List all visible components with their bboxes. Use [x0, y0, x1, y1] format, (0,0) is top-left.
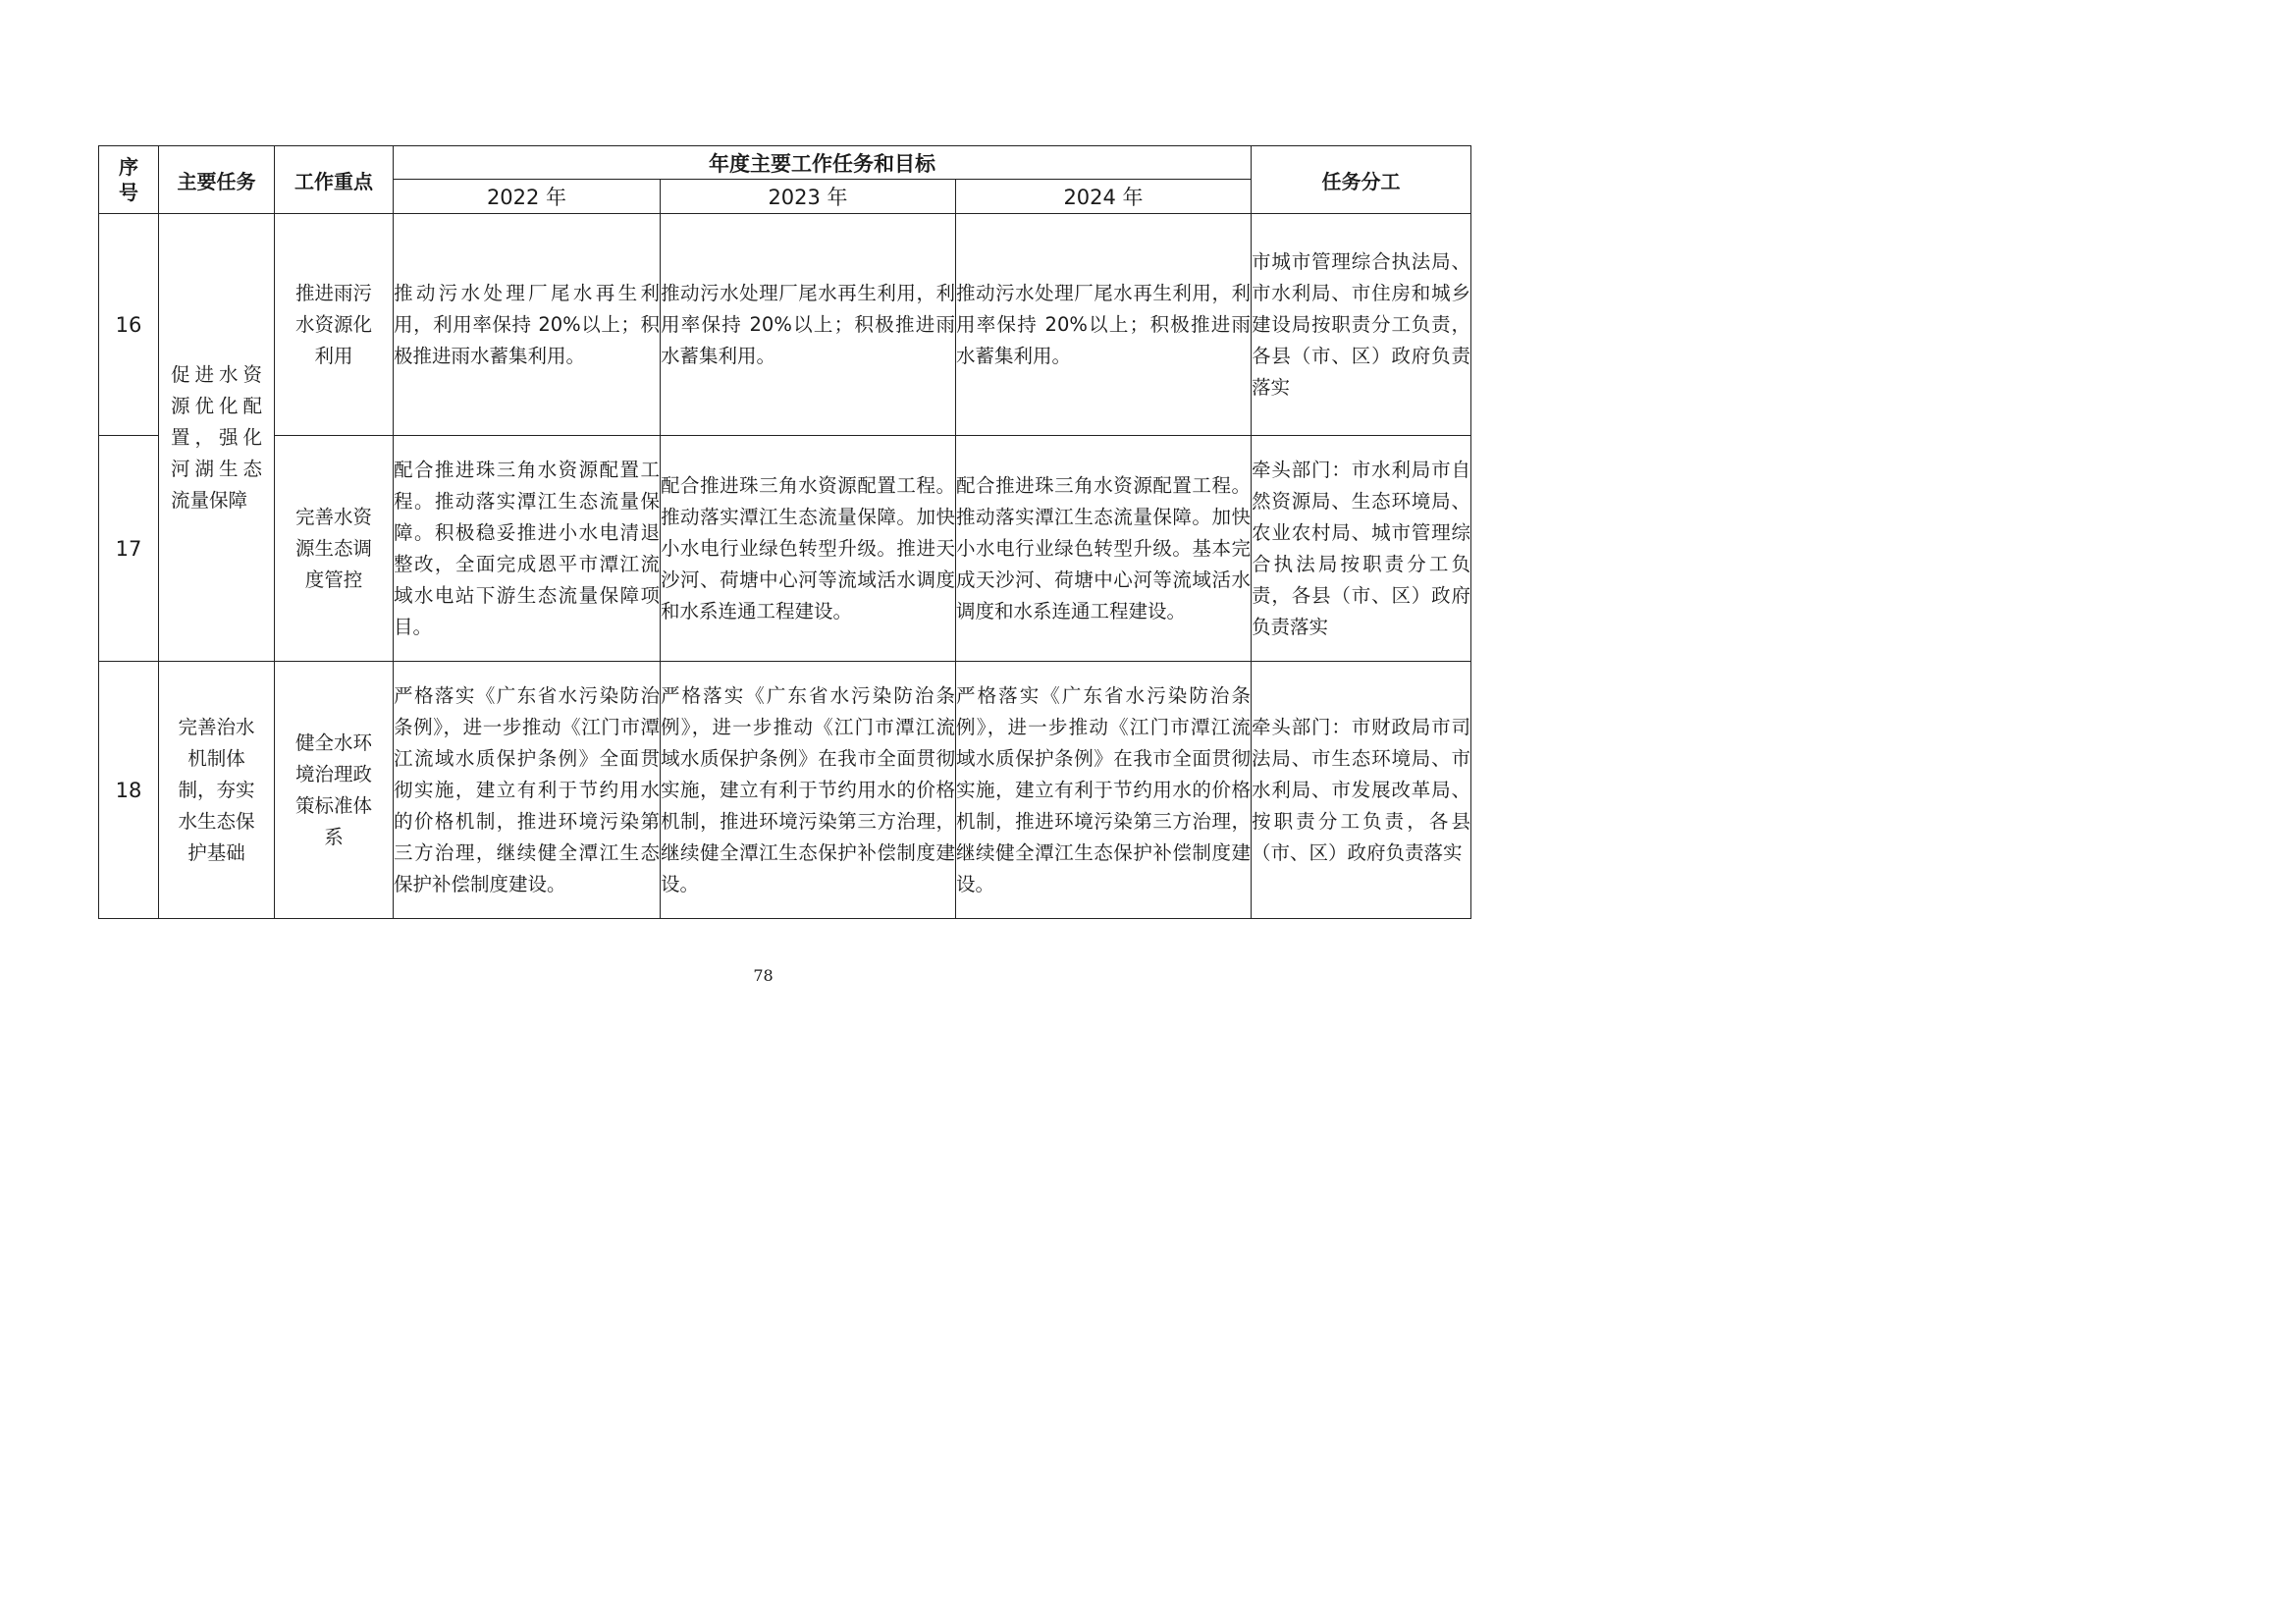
goal-2024: 推动污水处理厂尾水再生利用，利用率保持 20%以上；积极推进雨水蓄集利用。 [956, 214, 1252, 436]
table-row [99, 214, 1471, 436]
goal-2024: 严格落实《广东省水污染防治条例》，进一步推动《江门市潭江流域水质保护条例》在我市全面贯彻实施，建立有利于节约用水的价格机制，推进环境污染第三方治理，继续健全潭江生态保护补偿制度建设。 [956, 662, 1252, 919]
header-task: 主要任务 [159, 146, 275, 214]
main-task: 完善治水机制体制，夯实水生态保护基础 [159, 662, 275, 919]
header-year-2022: 2022 年 [394, 180, 661, 214]
task-division: 市城市管理综合执法局、市水利局、市住房和城乡建设局按职责分工负责，各县（市、区）政府负责落实 [1252, 214, 1471, 436]
goal-2023: 推动污水处理厂尾水再生利用，利用率保持 20%以上；积极推进雨水蓄集利用。 [661, 214, 956, 436]
work-focus: 完善水资源生态调度管控 [275, 436, 394, 662]
row-number: 17 [99, 436, 159, 662]
page-number: 78 [753, 966, 774, 985]
row-number: 18 [99, 662, 159, 919]
work-plan-table [98, 145, 1471, 919]
row-number: 16 [99, 214, 159, 436]
goal-2022: 推动污水处理厂尾水再生利用，利用率保持 20%以上；积极推进雨水蓄集利用。 [394, 214, 661, 436]
goal-2023: 严格落实《广东省水污染防治条例》，进一步推动《江门市潭江流域水质保护条例》在我市全面贯彻实施，建立有利于节约用水的价格机制，推进环境污染第三方治理，继续健全潭江生态保护补偿制度建设。 [661, 662, 956, 919]
header-focus: 工作重点 [275, 146, 394, 214]
header-seq: 序号 [99, 146, 159, 214]
header-row-1 [99, 146, 1471, 180]
header-goals: 年度主要工作任务和目标 [394, 146, 1252, 180]
table-row [99, 662, 1471, 919]
work-focus: 健全水环境治理政策标准体系 [275, 662, 394, 919]
work-focus: 推进雨污水资源化利用 [275, 214, 394, 436]
header-division: 任务分工 [1252, 146, 1471, 214]
goal-2022: 配合推进珠三角水资源配置工程。推动落实潭江生态流量保障。积极稳妥推进小水电清退整改，全面完成恩平市潭江流域水电站下游生态流量保障项目。 [394, 436, 661, 662]
main-task-merged: 促进水资源优化配置，强化河湖生态流量保障 [159, 214, 275, 662]
header-year-2024: 2024 年 [956, 180, 1252, 214]
task-division: 牵头部门：市水利局市自然资源局、生态环境局、农业农村局、城市管理综合执法局按职责分工负责，各县（市、区）政府负责落实 [1252, 436, 1471, 662]
table-row [99, 436, 1471, 662]
goal-2023: 配合推进珠三角水资源配置工程。推动落实潭江生态流量保障。加快小水电行业绿色转型升级。推进天沙河、荷塘中心河等流域活水调度和水系连通工程建设。 [661, 436, 956, 662]
header-year-2023: 2023 年 [661, 180, 956, 214]
task-division: 牵头部门：市财政局市司法局、市生态环境局、市水利局、市发展改革局、按职责分工负责，各县（市、区）政府负责落实 [1252, 662, 1471, 919]
goal-2024: 配合推进珠三角水资源配置工程。推动落实潭江生态流量保障。加快小水电行业绿色转型升级。基本完成天沙河、荷塘中心河等流域活水调度和水系连通工程建设。 [956, 436, 1252, 662]
goal-2022: 严格落实《广东省水污染防治条例》，进一步推动《江门市潭江流域水质保护条例》全面贯彻实施，建立有利于节约用水的价格机制，推进环境污染第三方治理，继续健全潭江生态保护补偿制度建设。 [394, 662, 661, 919]
